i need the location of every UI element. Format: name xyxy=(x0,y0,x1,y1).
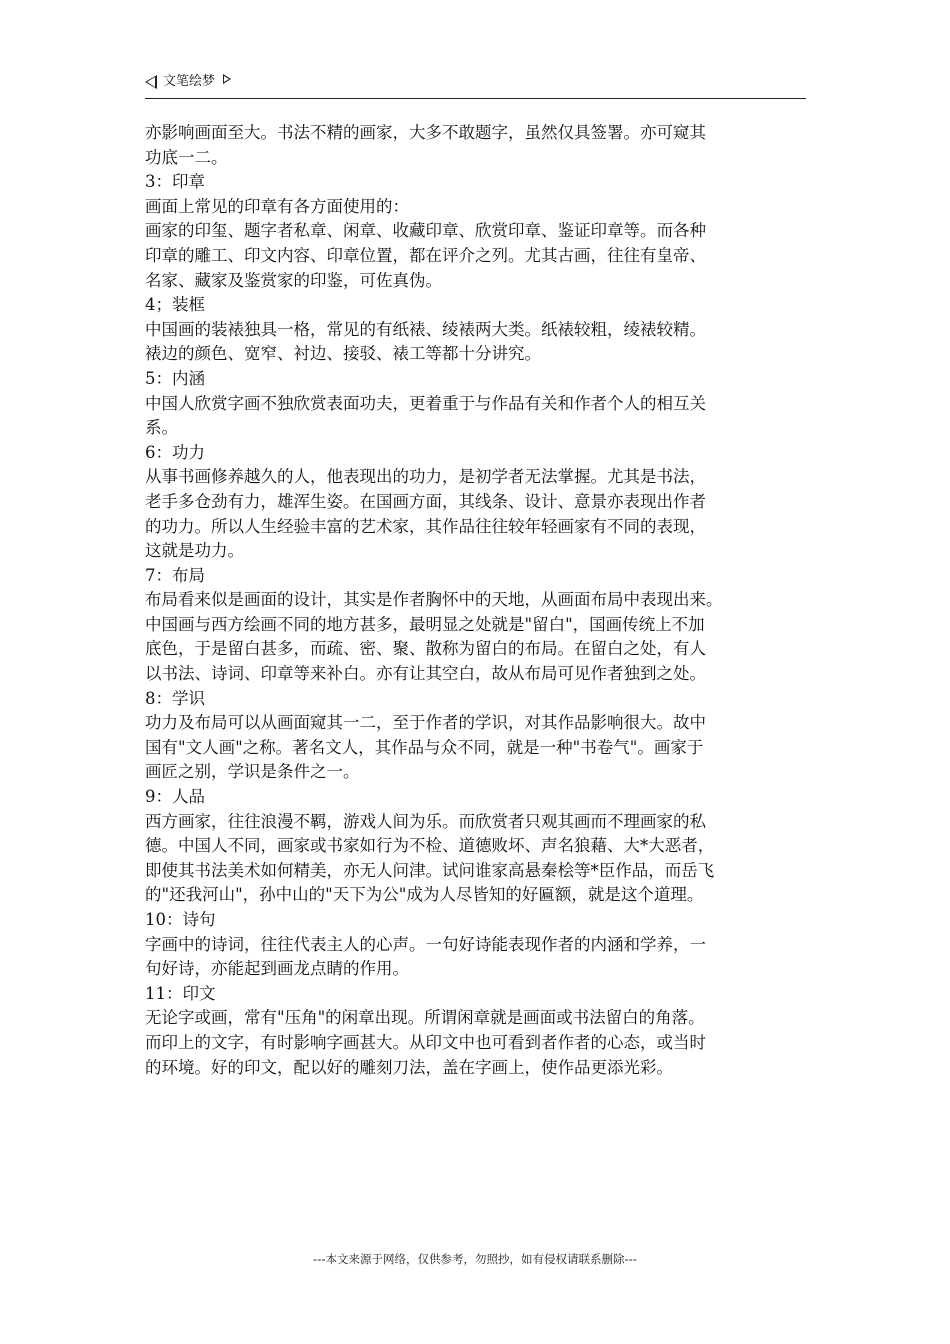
text-line: 亦影响画面至大。书法不精的画家，大多不敢题字，虽然仅具签署。亦可窥其 xyxy=(145,123,706,142)
text-line: 功底一二。 xyxy=(145,147,228,167)
text-line: 从事书画修养越久的人，他表现出的功力，是初学者无法掌握。尤其是书法， xyxy=(145,467,706,487)
triangle-right-icon xyxy=(223,74,231,84)
text-line: 以书法、诗词、印章等来补白。亦有让其空白，故从布局可见作者独到之处。 xyxy=(145,664,706,684)
text-line: 系。 xyxy=(145,418,178,438)
page-header xyxy=(145,74,806,99)
text-line: 的功力。所以人生经验丰富的艺术家，其作品往往较年轻画家有不同的表现， xyxy=(145,516,706,536)
text-line: 9：人品 xyxy=(145,787,205,807)
text-line: 画匠之别，学识是条件之一。 xyxy=(145,762,360,782)
text-line: 国有"文人画"之称。著名文人，其作品与众不同，就是一种"书卷气"。画家于 xyxy=(145,737,704,757)
text-line: 即使其书法美术如何精美，亦无人问津。试问谁家高悬秦桧等*臣作品，而岳飞 xyxy=(145,860,715,880)
text-line: 名家、藏家及鉴赏家的印鉴，可佐真伪。 xyxy=(145,270,442,290)
text-line: 11：印文 xyxy=(145,983,216,1003)
triangle-left-icon xyxy=(145,75,157,89)
document-body xyxy=(145,121,810,1080)
header-title: 文笔绘梦 xyxy=(163,74,216,89)
text-line: 而印上的文字，有时影响字画甚大。从印文中也可看到者作者的心态，或当时 xyxy=(145,1032,706,1052)
text-line: 裱边的颜色、宽窄、衬边、接驳、裱工等都十分讲究。 xyxy=(145,344,541,364)
text-line: 画面上常见的印章有各方面使用的： xyxy=(145,196,409,216)
text-line: 功力及布局可以从画面窥其一二，至于作者的学识，对其作品影响很大。故中 xyxy=(145,713,706,733)
text-line: 无论字或画，常有"压角"的闲章出现。所谓闲章就是画面或书法留白的角落。 xyxy=(145,1008,705,1028)
text-line: 的"还我河山"，孙中山的"天下为公"成为人尽皆知的好匾额，就是这个道理。 xyxy=(145,885,704,905)
text-line: 西方画家，往往浪漫不羁，游戏人间为乐。而欣赏者只观其画而不理画家的私 xyxy=(145,811,706,831)
text-line: 画家的印玺、题字者私章、闲章、收藏印章、欣赏印章、鉴证印章等。而各种 xyxy=(145,221,706,241)
text-line: 布局看来似是画面的设计，其实是作者胸怀中的天地，从画面布局中表现出来。 xyxy=(145,590,723,610)
text-line: 老手多仓劲有力，雄浑生姿。在国画方面，其线条、设计、意景亦表现出作者 xyxy=(145,491,706,511)
text-line: 底色，于是留白甚多，而疏、密、聚、散称为留白的布局。在留白之处，有人 xyxy=(145,639,706,659)
text-line: 5：内涵 xyxy=(145,368,205,388)
text-line: 6：功力 xyxy=(145,442,205,462)
text-line: 中国画与西方绘画不同的地方甚多，最明显之处就是"留白"，国画传统上不加 xyxy=(145,614,705,634)
text-line: 字画中的诗词，往往代表主人的心声。一句好诗能表现作者的内涵和学养，一 xyxy=(145,934,706,954)
text-line: 中国人欣赏字画不独欣赏表面功夫，更着重于与作品有关和作者个人的相互关 xyxy=(145,393,706,413)
text-line: 7：布局 xyxy=(145,565,205,585)
text-line: 4；装框 xyxy=(145,295,205,315)
text-line: 印章的雕工、印文内容、印章位置，都在评介之列。尤其古画，往往有皇帝、 xyxy=(145,245,706,265)
text-line: 8：学识 xyxy=(145,688,205,708)
text-line: 3：印章 xyxy=(145,172,205,192)
text-line: 句好诗，亦能起到画龙点睛的作用。 xyxy=(145,959,409,979)
text-line: 这就是功力。 xyxy=(145,541,244,561)
text-line: 德。中国人不同，画家或书家如行为不检、道德败坏、声名狼藉、大*大恶者， xyxy=(145,836,715,856)
footer-notice: ---本文来源于网络，仅供参考，勿照抄，如有侵权请联系删除--- xyxy=(313,1252,637,1266)
text-line: 的环境。好的印文，配以好的雕刻刀法，盖在字画上，使作品更添光彩。 xyxy=(145,1057,673,1077)
text-line: 10：诗句 xyxy=(145,910,216,929)
text-line: 中国画的装裱独具一格，常见的有纸裱、绫裱两大类。纸裱较粗，绫裱较精。 xyxy=(145,319,706,339)
